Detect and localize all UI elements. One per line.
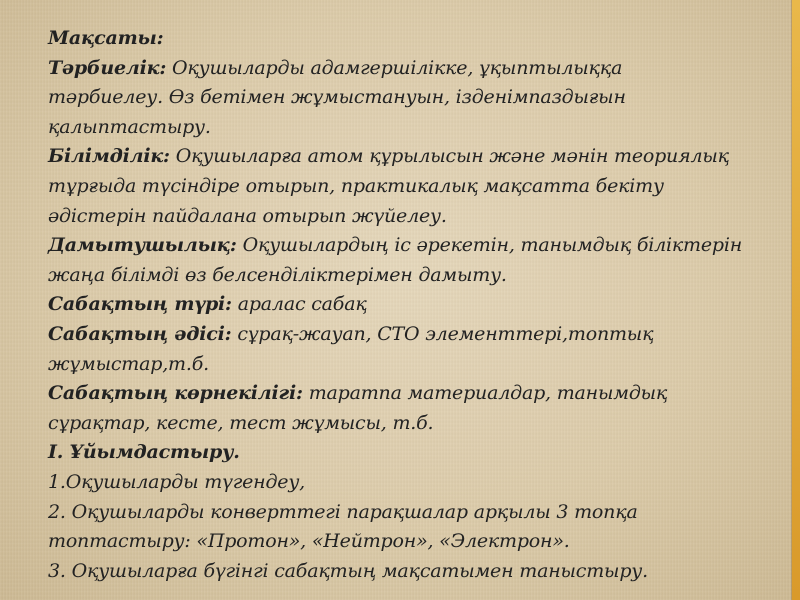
educational-line-3: әдістерін пайдалана отырып жүйелеу.	[48, 204, 447, 227]
developmental-line-1	[48, 231, 778, 261]
developmental-line-2: жаңа білімді өз белсенділіктерімен дамыту.	[48, 263, 507, 286]
lesson-visual-text: таратпа материалдар, танымдық	[302, 382, 668, 405]
developmental-text: Оқушылардың іс әрекетін, танымдық біліктерін	[236, 234, 743, 257]
lesson-method-line-1	[48, 320, 778, 350]
lesson-method-text: сұрақ-жауап, СТО элементтері,топтық	[231, 322, 654, 345]
organization-step-1: 1.Оқушыларды түгендеу,	[48, 470, 305, 493]
lesson-visual-line-2: сұрақтар, кесте, тест жұмысы, т.б.	[48, 411, 434, 434]
lesson-visual-line-1	[48, 379, 778, 409]
organization-step-2-line-1: 2. Оқушыларды конверттегі парақшалар арқылы 3 топқа	[48, 500, 638, 523]
educational-text: Оқушыларға атом құрылысын және мәнін теориялық	[169, 145, 729, 168]
upbringing-line-3: қалыптастыру.	[48, 115, 211, 138]
lesson-type-label: Сабақтың түрі:	[48, 293, 232, 316]
organization-heading: І. Ұйымдастыру.	[48, 441, 240, 464]
upbringing-label: Тәрбиелік:	[48, 56, 167, 79]
educational-line-2: тұрғыда түсіндіре отырып, практикалық мақсатта бекіту	[48, 174, 664, 197]
slide-text	[48, 24, 778, 586]
educational-line-1	[48, 142, 778, 172]
accent-bar	[792, 0, 800, 600]
lesson-visual-label: Сабақтың көрнекілігі:	[48, 382, 303, 405]
lesson-type-value: аралас сабақ	[231, 293, 367, 316]
lesson-method-label: Сабақтың әдісі:	[48, 322, 232, 345]
lesson-method-line-2: жұмыстар,т.б.	[48, 352, 209, 375]
organization-step-2-line-2: топтастыру: «Протон», «Нейтрон», «Электрон».	[48, 530, 570, 553]
upbringing-line-1	[48, 54, 778, 84]
educational-label: Білімділік:	[48, 145, 170, 168]
organization-step-3: 3. Оқушыларға бүгінгі сабақтың мақсатымен таныстыру.	[48, 559, 648, 582]
upbringing-line-2: тәрбиелеу. Өз бетімен жұмыстануын, ізденімпаздығын	[48, 86, 626, 109]
upbringing-text: Оқушыларды адамгершілікке, ұқыптылыққа	[166, 56, 623, 79]
developmental-label: Дамытушылық:	[48, 234, 237, 257]
goal-heading: Мақсаты:	[48, 27, 164, 49]
lesson-type-line	[48, 290, 778, 320]
